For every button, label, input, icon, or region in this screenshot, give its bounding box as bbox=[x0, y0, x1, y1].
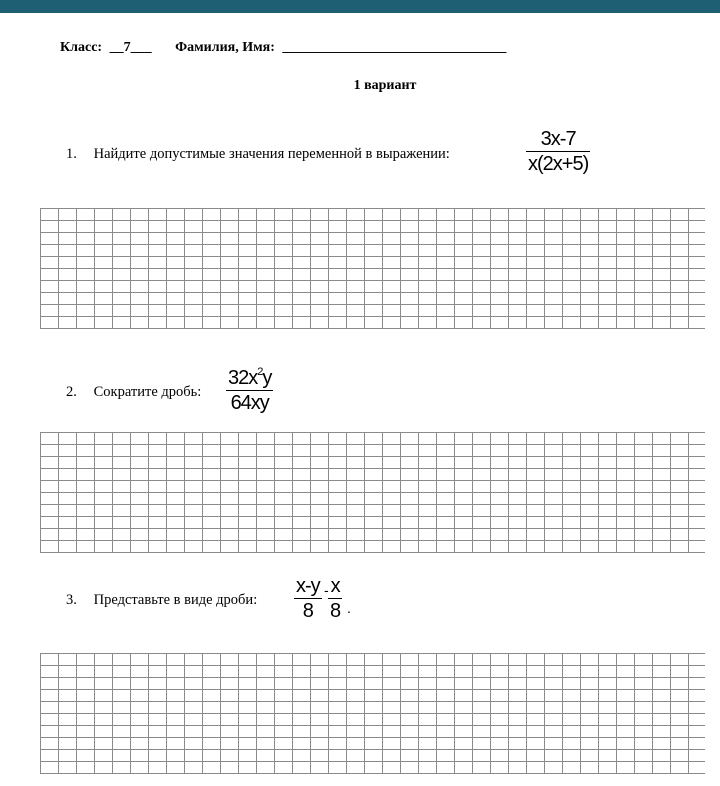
header bbox=[60, 40, 506, 56]
question-3 bbox=[66, 592, 257, 609]
class-value: __7___ bbox=[109, 40, 152, 55]
end-period: . bbox=[347, 600, 351, 616]
top-bar bbox=[0, 0, 720, 13]
question-2 bbox=[66, 384, 201, 401]
name-blank[interactable]: ________________________________ bbox=[282, 40, 507, 55]
fraction-q3-first bbox=[294, 574, 322, 623]
numerator-var: y bbox=[262, 367, 272, 389]
fraction-numerator bbox=[226, 366, 273, 391]
answer-grid-1[interactable] bbox=[40, 208, 705, 329]
question-text: Сократите дробь: bbox=[93, 384, 202, 400]
fraction-q1 bbox=[526, 127, 590, 176]
name-label: Фамилия, Имя: bbox=[175, 40, 275, 55]
answer-grid-3[interactable] bbox=[40, 653, 705, 774]
question-text: Представьте в виде дроби: bbox=[93, 592, 258, 608]
fraction-q2 bbox=[226, 366, 273, 415]
fraction-denominator: 64xy bbox=[230, 392, 269, 414]
fraction-numerator: 3x-7 bbox=[526, 127, 590, 152]
answer-grid-2[interactable] bbox=[40, 432, 705, 553]
class-label: Класс: bbox=[60, 40, 103, 55]
fraction-numerator: x bbox=[328, 574, 342, 599]
fraction-numerator: x-y bbox=[296, 575, 320, 597]
minus-sign: - bbox=[324, 582, 329, 598]
question-number: 1. bbox=[66, 146, 77, 162]
fraction-denominator: 8 bbox=[302, 600, 313, 622]
fraction-q3-second bbox=[328, 574, 342, 623]
fraction-denominator: 8 bbox=[330, 600, 341, 622]
question-number: 3. bbox=[66, 592, 77, 608]
variant-title: 1 вариант bbox=[353, 78, 417, 93]
fraction-denominator: x(2x+5) bbox=[528, 153, 589, 175]
question-number: 2. bbox=[66, 384, 77, 400]
question-1 bbox=[66, 146, 450, 163]
question-text: Найдите допустимые значения переменной в выражении: bbox=[93, 146, 450, 162]
numerator-exponent: 2 bbox=[257, 366, 263, 378]
numerator-base: 32x bbox=[228, 367, 258, 389]
